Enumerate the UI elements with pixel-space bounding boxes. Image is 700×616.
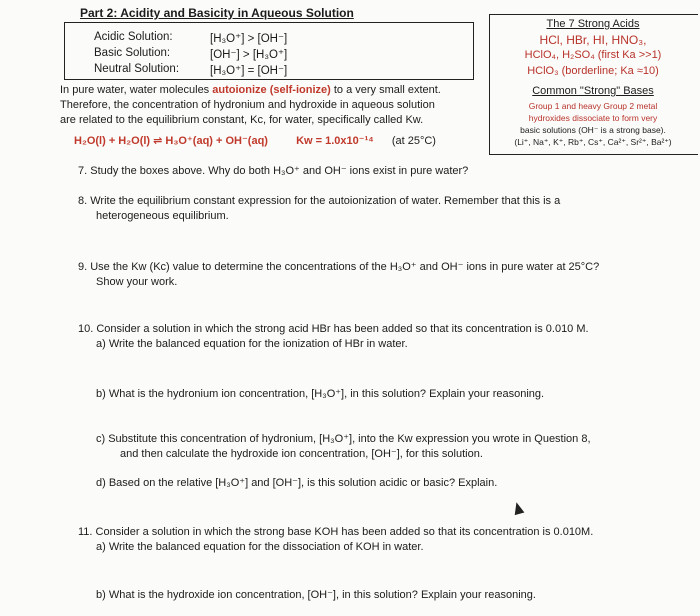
autoionize-term: autoionize (self-ionize) bbox=[212, 84, 331, 96]
neutral-label: Neutral Solution: bbox=[94, 63, 180, 75]
strong-bases-heading: Common "Strong" Bases bbox=[532, 85, 654, 97]
bases-line-3: basic solutions (OH⁻ is a strong base). bbox=[520, 125, 666, 135]
question-7: 7. Study the boxes above. Why do both H₃O⁺ and OH⁻ ions exist in pure water? bbox=[78, 165, 469, 177]
basic-label: Basic Solution: bbox=[94, 47, 171, 59]
bases-line-4: (Li⁺, Na⁺, K⁺, Rb⁺, Cs⁺, Ca²⁺, Sr²⁺, Ba²⁺) bbox=[514, 137, 672, 147]
question-10b: b) What is the hydronium ion concentration, [H₃O⁺], in this solution? Explain your reasoning. bbox=[96, 388, 545, 400]
strong-acids-list-1: HCl, HBr, HI, HNO₃, bbox=[539, 33, 647, 47]
question-10-line-1: 10. Consider a solution in which the strong acid HBr has been added so that its concentration is 0.010 M. bbox=[78, 323, 589, 335]
question-10d: d) Based on the relative [H₃O⁺] and [OH⁻], is this solution acidic or basic? Explain. bbox=[96, 477, 498, 489]
bases-line-1: Group 1 and heavy Group 2 metal bbox=[528, 101, 658, 111]
kw-value: Kw = 1.0x10⁻¹⁴ bbox=[296, 135, 374, 147]
question-10c-line-2: and then calculate the hydroxide ion concentration, [OH⁻], for this solution. bbox=[120, 448, 483, 460]
question-11a: a) Write the balanced equation for the dissociation of KOH in water. bbox=[96, 541, 424, 553]
strong-acids-list-2: HClO₄, H₂SO₄ (first Ka >>1) bbox=[524, 49, 662, 61]
strong-acids-heading: The 7 Strong Acids bbox=[546, 18, 640, 30]
strong-acids-list-3: HClO₃ (borderline; Ka ≈10) bbox=[527, 65, 659, 77]
question-9-line-1: 9. Use the Kw (Kc) value to determine the concentrations of the H₃O⁺ and OH⁻ ions in pure water at 25°C? bbox=[78, 261, 600, 273]
neutral-condition: [H₃O⁺] = [OH⁻] bbox=[210, 65, 288, 77]
mouse-cursor-icon bbox=[512, 501, 525, 515]
question-10a: a) Write the balanced equation for the ionization of HBr in water. bbox=[96, 338, 408, 350]
intro-line-3: are related to the equilibrium constant, Kc, for water, specifically called Kw. bbox=[60, 114, 424, 126]
autoionization-equation: H₂O(l) + H₂O(l) ⇌ H₃O⁺(aq) + OH⁻(aq) Kw = 1.0x10⁻¹⁴ (at 25°C) bbox=[74, 135, 436, 147]
kw-temperature: (at 25°C) bbox=[391, 135, 436, 147]
bases-line-2: hydroxides dissociate to form very bbox=[528, 113, 658, 123]
acidic-condition: [H₃O⁺] > [OH⁻] bbox=[210, 33, 288, 45]
question-10c-line-1: c) Substitute this concentration of hydronium, [H₃O⁺], into the Kw expression you wrote in Question 8, bbox=[96, 433, 591, 445]
intro-line-2: Therefore, the concentration of hydronium and hydroxide in aqueous solution bbox=[60, 99, 435, 111]
basic-condition: [OH⁻] > [H₃O⁺] bbox=[210, 49, 288, 61]
question-8-line-2: heterogeneous equilibrium. bbox=[96, 210, 229, 222]
part-title: Part 2: Acidity and Basicity in Aqueous Solution bbox=[80, 6, 354, 20]
question-9-line-2: Show your work. bbox=[96, 276, 178, 288]
intro-line-1: In pure water, water molecules autoionize (self-ionize) to a very small extent. bbox=[60, 84, 441, 96]
question-11b: b) What is the hydroxide ion concentration, [OH⁻], in this solution? Explain your reasoning. bbox=[96, 589, 536, 601]
question-11-line-1: 11. Consider a solution in which the strong base KOH has been added so that its concentration is 0.010M. bbox=[78, 526, 594, 538]
question-8-line-1: 8. Write the equilibrium constant expression for the autoionization of water. Remember that this is a bbox=[78, 195, 561, 207]
acidic-label: Acidic Solution: bbox=[94, 31, 173, 43]
